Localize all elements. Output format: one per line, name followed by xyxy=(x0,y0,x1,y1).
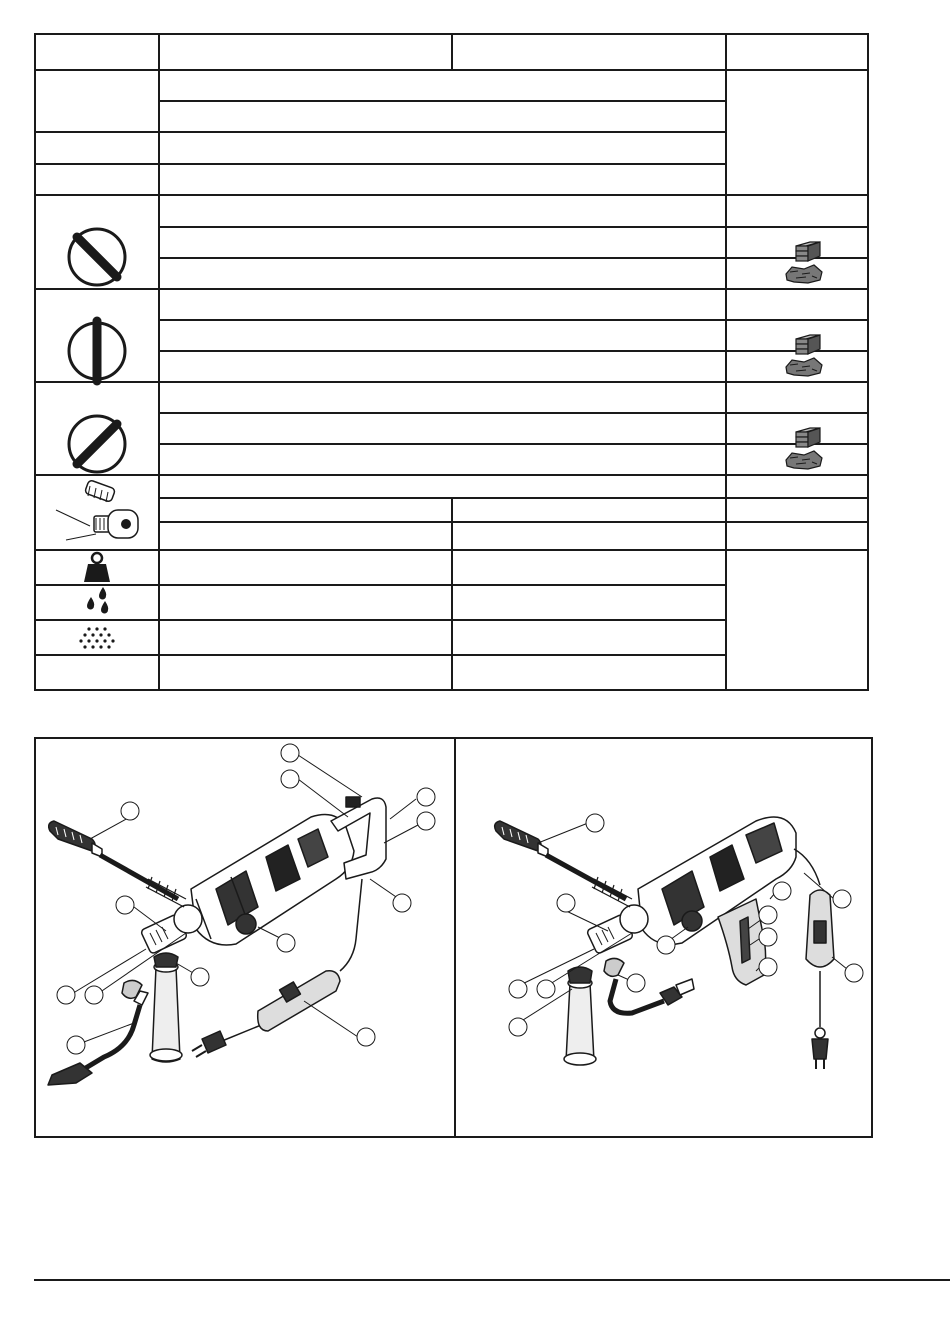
callout-marker xyxy=(657,936,675,954)
callout-marker xyxy=(586,814,604,832)
water-drops-icon xyxy=(87,587,108,614)
callout-marker xyxy=(357,1028,375,1046)
drill-spindle-thread-icon xyxy=(56,480,138,540)
spring-guard xyxy=(146,877,186,907)
callout-marker xyxy=(759,958,777,976)
vertical-drilling-icon xyxy=(69,321,125,381)
stone-material-icon xyxy=(786,451,822,469)
footer-rule xyxy=(34,1279,950,1281)
angled-drilling-icon xyxy=(69,416,125,472)
figure-left-drill xyxy=(36,739,454,1136)
table-grid xyxy=(35,34,868,690)
power-plug xyxy=(812,1028,828,1069)
exploded-view-frame xyxy=(34,737,873,1138)
callout-marker xyxy=(773,882,791,900)
spring-guard xyxy=(592,877,632,907)
side-handle xyxy=(495,821,626,899)
stone-material-icon xyxy=(786,265,822,283)
callout-marker xyxy=(277,934,295,952)
callout-marker xyxy=(417,788,435,806)
prcd-safety-switch xyxy=(806,890,834,967)
dust-icon xyxy=(79,627,114,648)
water-collector xyxy=(564,967,596,1065)
callout-marker xyxy=(759,928,777,946)
power-plug xyxy=(192,1031,226,1057)
callout-marker xyxy=(845,964,863,982)
callout-marker xyxy=(417,812,435,830)
callout-marker xyxy=(509,1018,527,1036)
weight-icon xyxy=(84,553,110,582)
callout-marker xyxy=(281,744,299,762)
stone-material-icon xyxy=(786,358,822,376)
drill-body xyxy=(638,817,796,944)
callout-marker xyxy=(627,974,645,992)
callout-marker xyxy=(281,770,299,788)
callout-marker xyxy=(509,980,527,998)
callout-marker xyxy=(833,890,851,908)
water-hose xyxy=(604,958,694,1013)
callout-marker xyxy=(85,986,103,1004)
callout-marker xyxy=(57,986,75,1004)
callout-marker xyxy=(191,968,209,986)
callout-marker xyxy=(116,896,134,914)
drill-body xyxy=(191,815,354,945)
callout-marker xyxy=(537,980,555,998)
callout-marker xyxy=(557,894,575,912)
callout-marker xyxy=(759,906,777,924)
side-handle xyxy=(49,821,178,899)
horizontal-drilling-icon xyxy=(69,229,125,285)
callout-marker xyxy=(67,1036,85,1054)
water-collector xyxy=(150,953,182,1062)
callout-marker xyxy=(121,802,139,820)
spec-table xyxy=(34,33,869,691)
prcd-safety-switch xyxy=(258,971,340,1031)
callout-marker xyxy=(393,894,411,912)
figure-right-drill xyxy=(456,739,871,1136)
